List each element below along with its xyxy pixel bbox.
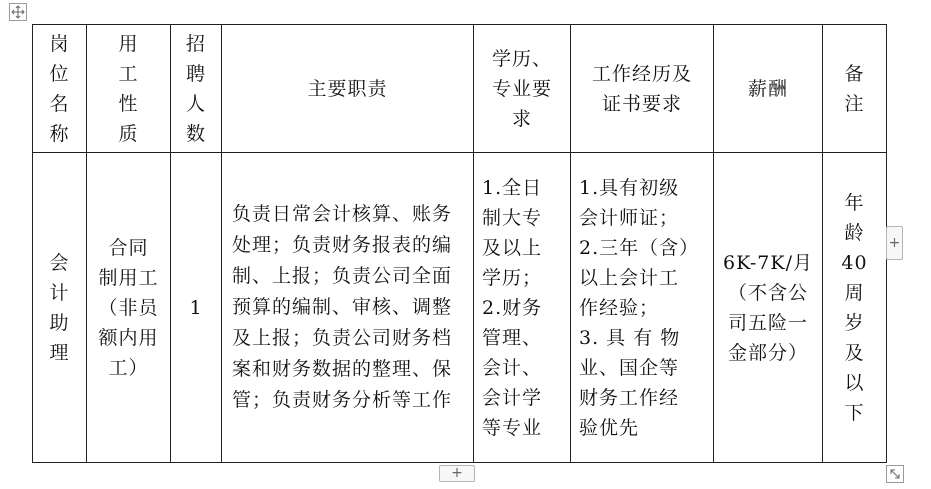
cell-employment-type[interactable]: 合同 制用工 （非员 额内用 工）: [87, 153, 171, 463]
header-duties[interactable]: 主要职责: [222, 25, 474, 153]
header-employment-type[interactable]: 用 工 性 质: [87, 25, 171, 153]
cell-position[interactable]: 会 计 助 理: [33, 153, 87, 463]
add-row-button[interactable]: +: [439, 465, 475, 482]
header-experience[interactable]: 工作经历及 证书要求: [571, 25, 714, 153]
add-column-button[interactable]: +: [886, 226, 903, 260]
header-row: [33, 25, 887, 153]
cell-education[interactable]: 1.全日 制大专 及以上 学历； 2.财务 管理、 会计、 会计学 等专业: [474, 153, 571, 463]
table-move-handle-icon[interactable]: [9, 3, 27, 21]
cell-headcount[interactable]: 1: [171, 153, 222, 463]
table-resize-icon[interactable]: [886, 465, 904, 483]
header-position[interactable]: 岗 位 名 称: [33, 25, 87, 153]
header-headcount[interactable]: 招 聘 人 数: [171, 25, 222, 153]
header-salary[interactable]: 薪酬: [714, 25, 823, 153]
cell-duties[interactable]: 负责日常会计核算、账务处理；负责财务报表的编制、上报；负责公司全面预算的编制、审核、调整及上报；负责公司财务档案和财务数据的整理、保管；负责财务分析等工作: [222, 153, 474, 463]
cell-salary[interactable]: 6K-7K/月 （不含公 司五险一 金部分）: [714, 153, 823, 463]
job-requirements-table: [32, 24, 887, 463]
header-education[interactable]: 学历、 专业要 求: [474, 25, 571, 153]
table-row: [33, 153, 887, 463]
cell-experience[interactable]: 1.具有初级 会计师证； 2.三年（含） 以上会计工 作经验； 3. 具 有 物 业、国企等 财务工作经 验优先: [571, 153, 714, 463]
header-remarks[interactable]: 备 注: [823, 25, 887, 153]
cell-remarks[interactable]: 年 龄 40 周 岁 及 以 下: [823, 153, 887, 463]
